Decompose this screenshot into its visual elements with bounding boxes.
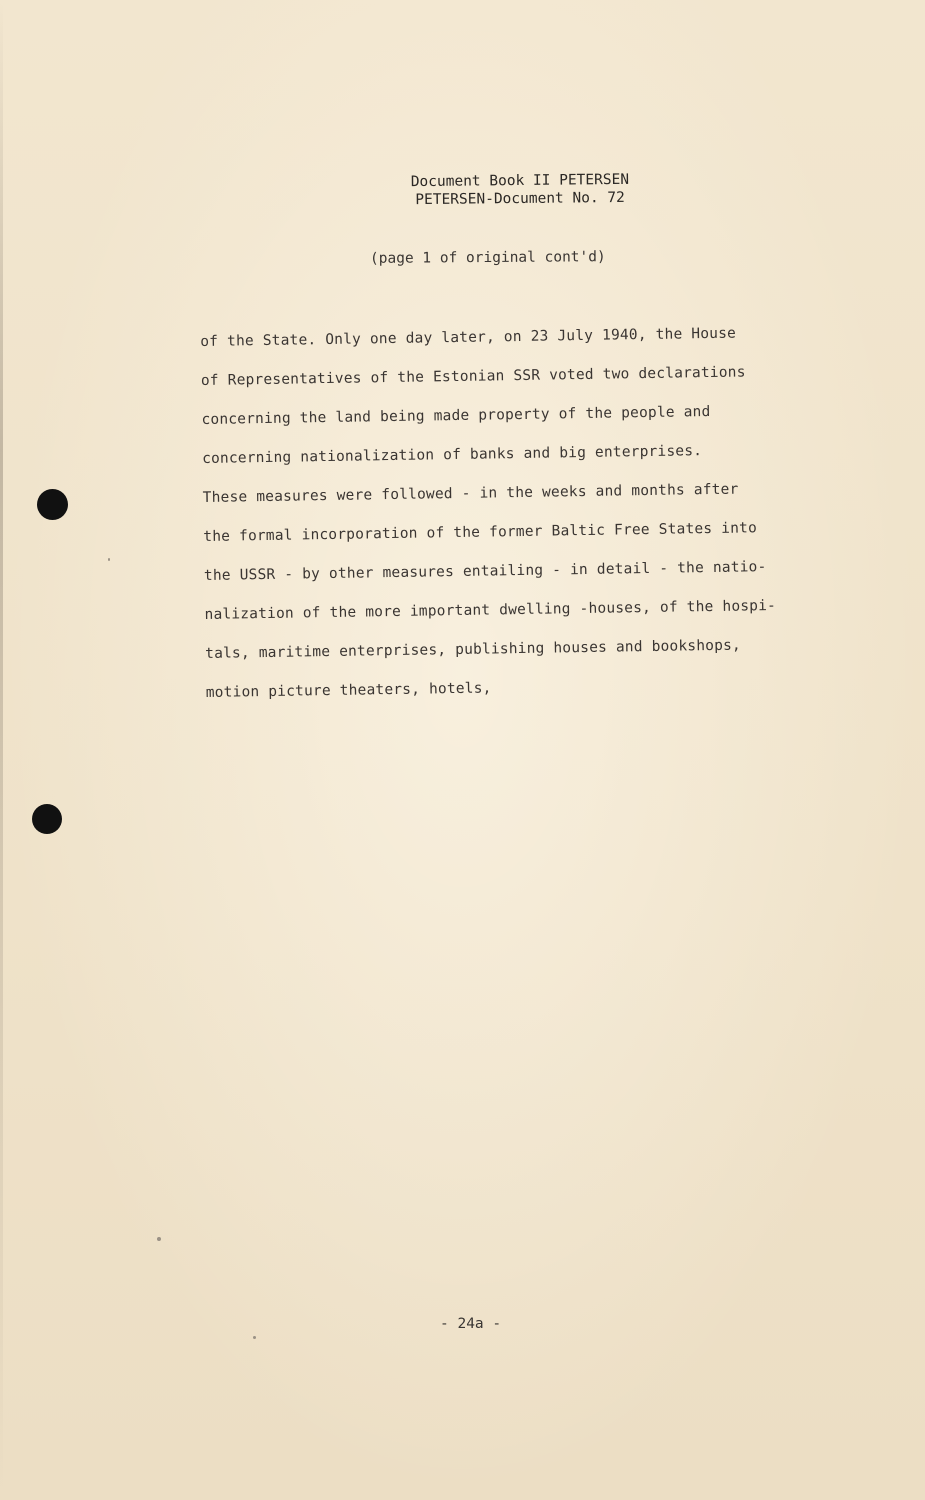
body-line: of Representatives of the Estonian SSR voted two declarations xyxy=(200,364,746,389)
header-book-line: Document Book II PETERSEN xyxy=(410,171,630,191)
document-header xyxy=(360,170,680,209)
header-document-number-line: PETERSEN-Document No. 72 xyxy=(415,189,625,209)
body-line: nalization of the more important dwelling -houses, of the hospi- xyxy=(204,597,777,623)
paper-speck xyxy=(253,1336,256,1339)
page-continuation-note: (page 1 of original cont'd) xyxy=(369,249,606,267)
punch-hole-bottom xyxy=(32,804,62,834)
body-line: concerning nationalization of banks and big enterprises. xyxy=(202,443,703,467)
paper-speck xyxy=(157,1237,161,1241)
document-body xyxy=(200,313,846,713)
body-line: of the State. Only one day later, on 23 July 1940, the House xyxy=(200,325,737,350)
page-edge-shadow xyxy=(0,0,3,1500)
body-line: motion picture theaters, hotels, xyxy=(205,680,492,701)
punch-hole-top xyxy=(37,489,68,520)
paper-speck xyxy=(108,558,110,561)
body-line: the USSR - by other measures entailing - in detail - the natio- xyxy=(203,559,767,584)
body-line: the formal incorporation of the former Baltic Free States into xyxy=(203,520,758,545)
body-line: These measures were followed - in the weeks and months after xyxy=(202,481,739,506)
body-line: tals, maritime enterprises, publishing houses and bookshops, xyxy=(205,637,742,662)
page-number: - 24a - xyxy=(440,1316,502,1332)
body-line: concerning the land being made property of the people and xyxy=(201,403,711,428)
